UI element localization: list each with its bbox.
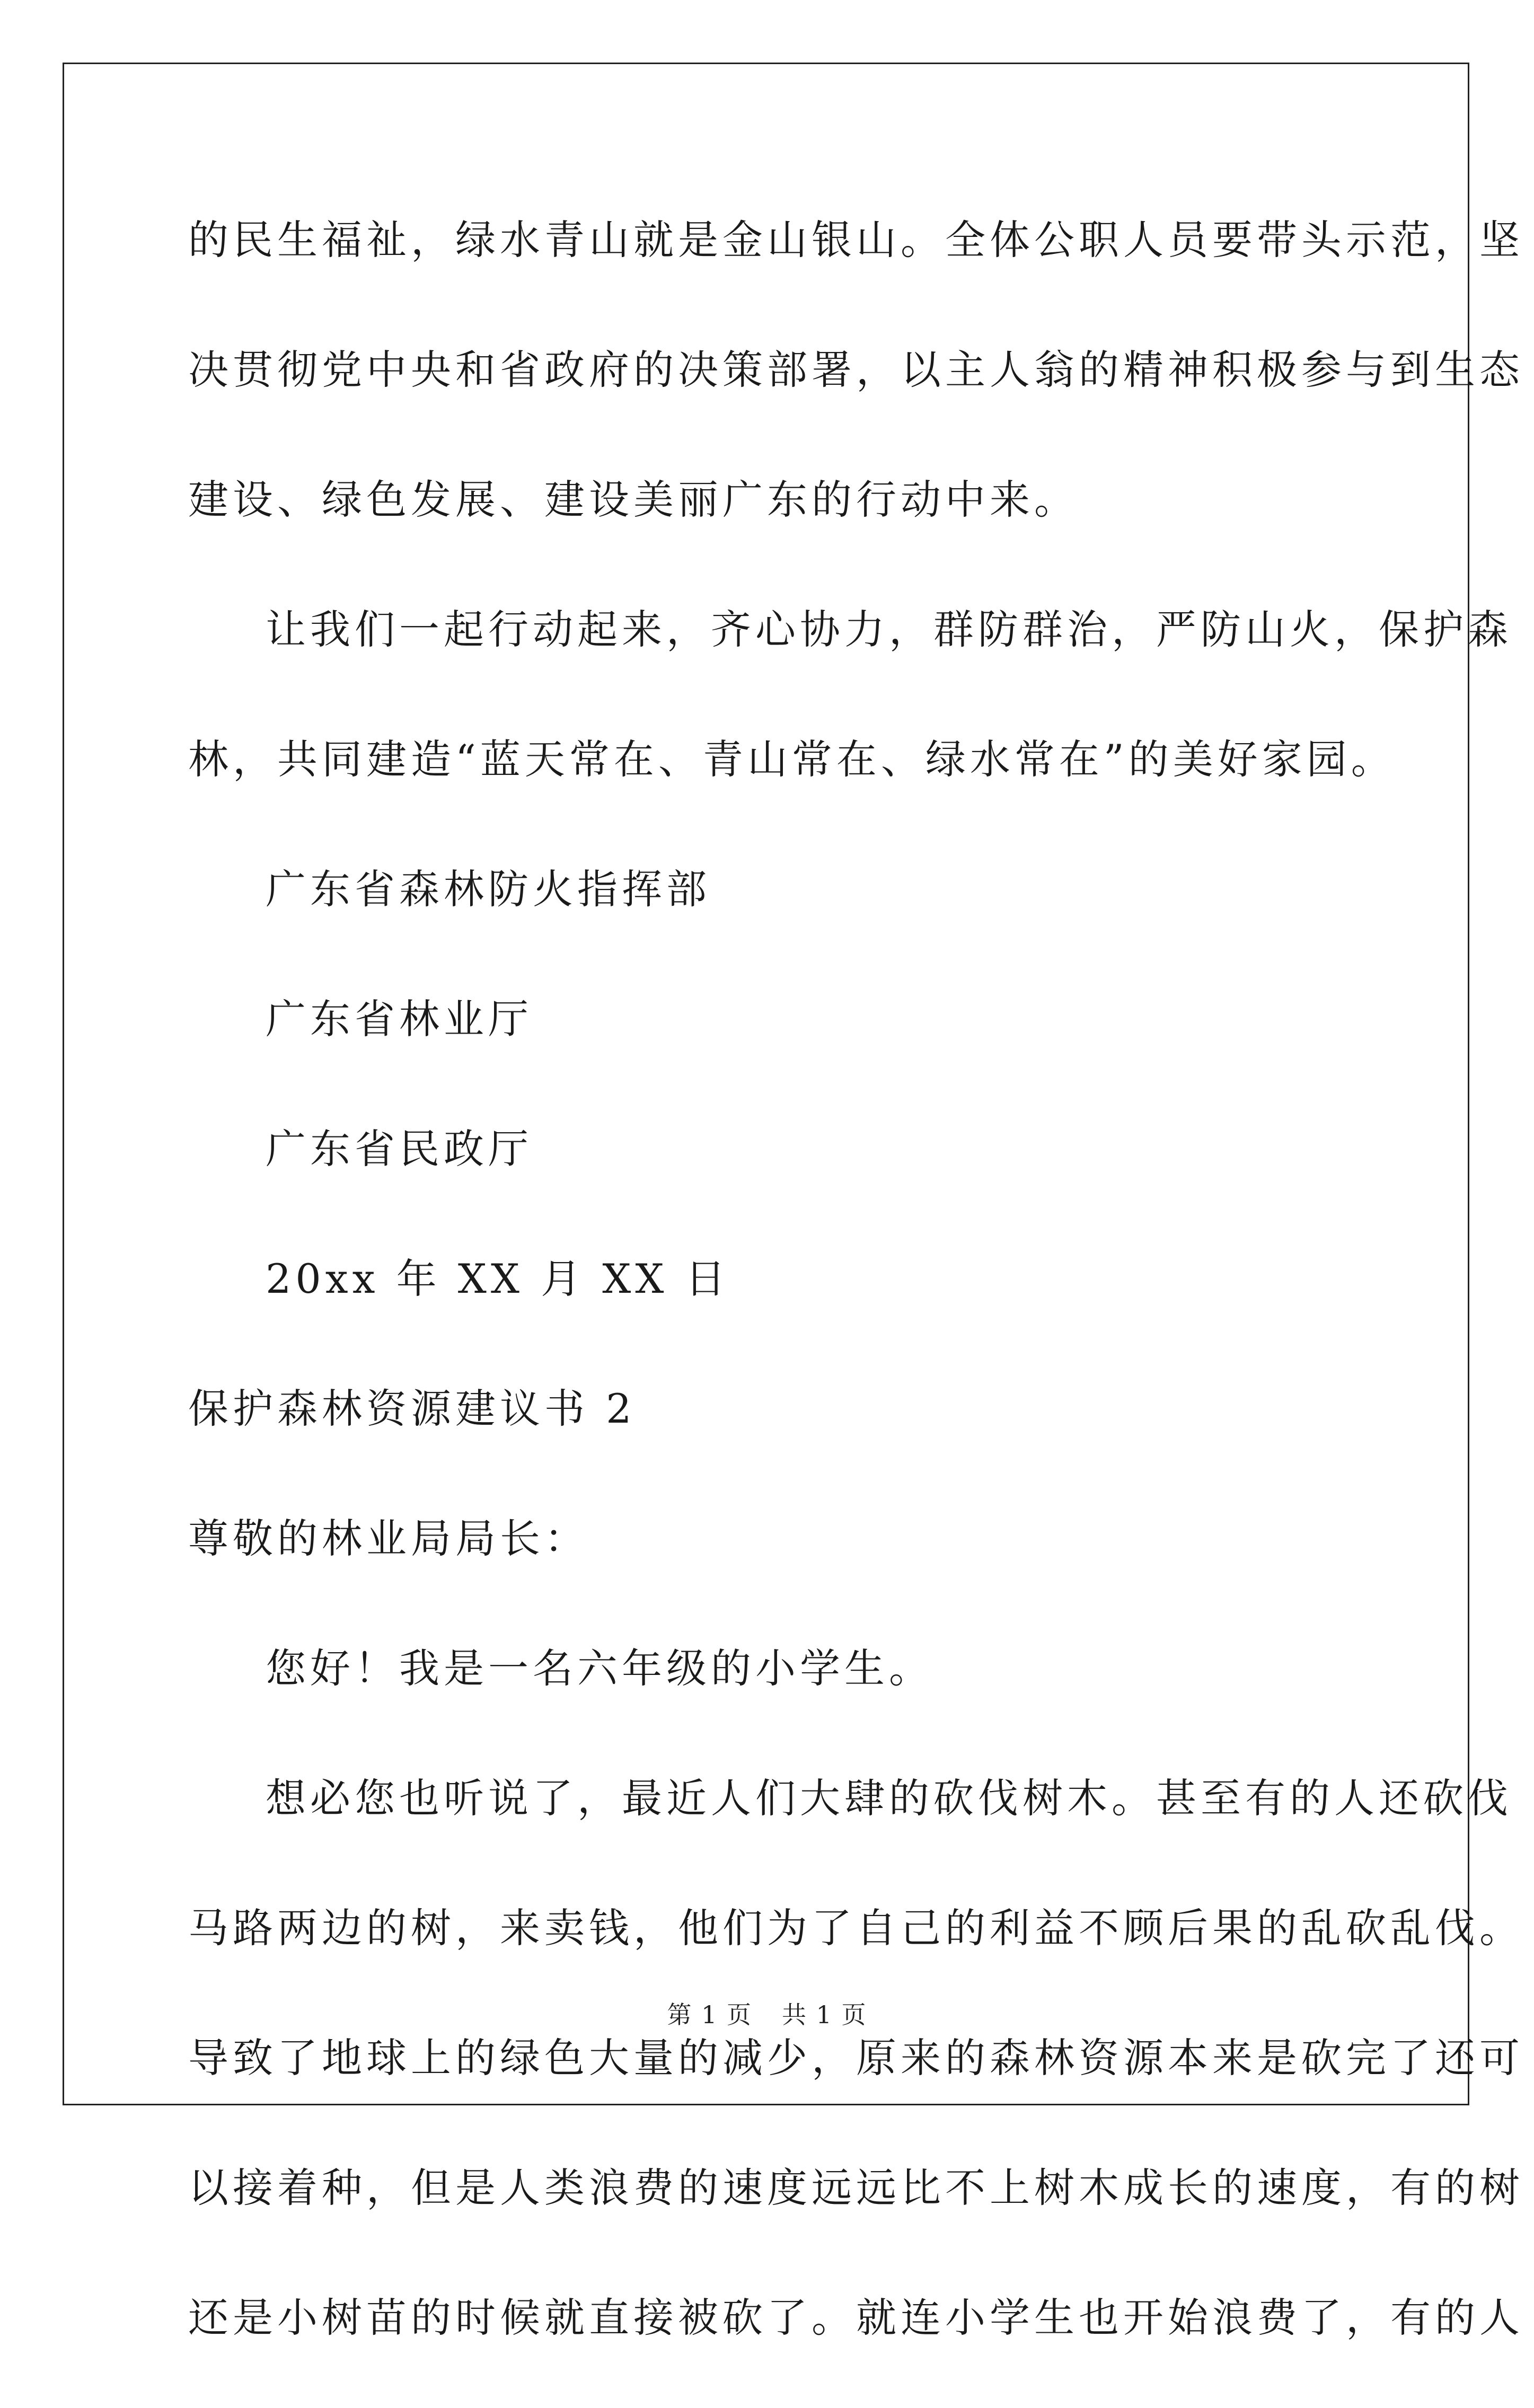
text-line-4: 让我们一起行动起来，齐心协力，群防群治，严防山火，保护森 [266, 606, 1512, 653]
text-line-16: 以接着种，但是人类浪费的速度远远比不上树木成长的速度，有的树 [188, 2164, 1524, 2211]
document-body [188, 200, 1524, 2408]
signature-forest-fire-command: 广东省森林防火指挥部 [266, 866, 711, 913]
text-line-14: 马路两边的树，来卖钱，他们为了自己的利益不顾后果的乱砍乱伐。 [188, 1904, 1524, 1952]
section-title: 保护森林资源建议书 2 [188, 1385, 636, 1432]
salutation: 尊敬的林业局局长： [188, 1515, 589, 1562]
page-footer [0, 1996, 1534, 2031]
text-line-1: 的民生福祉，绿水青山就是金山银山。全体公职人员要带头示范，坚 [188, 216, 1524, 263]
text-line-13: 想必您也听说了，最近人们大肆的砍伐树木。甚至有的人还砍伐 [266, 1775, 1512, 1822]
text-line-5: 林，共同建造“蓝天常在、青山常在、绿水常在”的美好家园。 [188, 736, 1396, 783]
page-total: 共 1 页 [782, 2000, 867, 2029]
page-number: 第 1 页 [667, 2000, 752, 2029]
signature-date: 20xx 年 XX 月 XX 日 [266, 1255, 730, 1302]
text-line-15: 导致了地球上的绿色大量的减少，原来的森林资源本来是砍完了还可 [188, 2034, 1524, 2081]
text-line-2: 决贯彻党中央和省政府的决策部署，以主人翁的精神积极参与到生态 [188, 346, 1524, 393]
text-line-3: 建设、绿色发展、建设美丽广东的行动中来。 [188, 476, 1079, 523]
signature-forestry-department: 广东省林业厅 [266, 995, 533, 1043]
signature-civil-affairs-department: 广东省民政厅 [266, 1125, 533, 1172]
text-line-greeting: 您好！我是一名六年级的小学生。 [266, 1645, 933, 1692]
text-line-17: 还是小树苗的时候就直接被砍了。就连小学生也开始浪费了，有的人 [188, 2294, 1524, 2341]
